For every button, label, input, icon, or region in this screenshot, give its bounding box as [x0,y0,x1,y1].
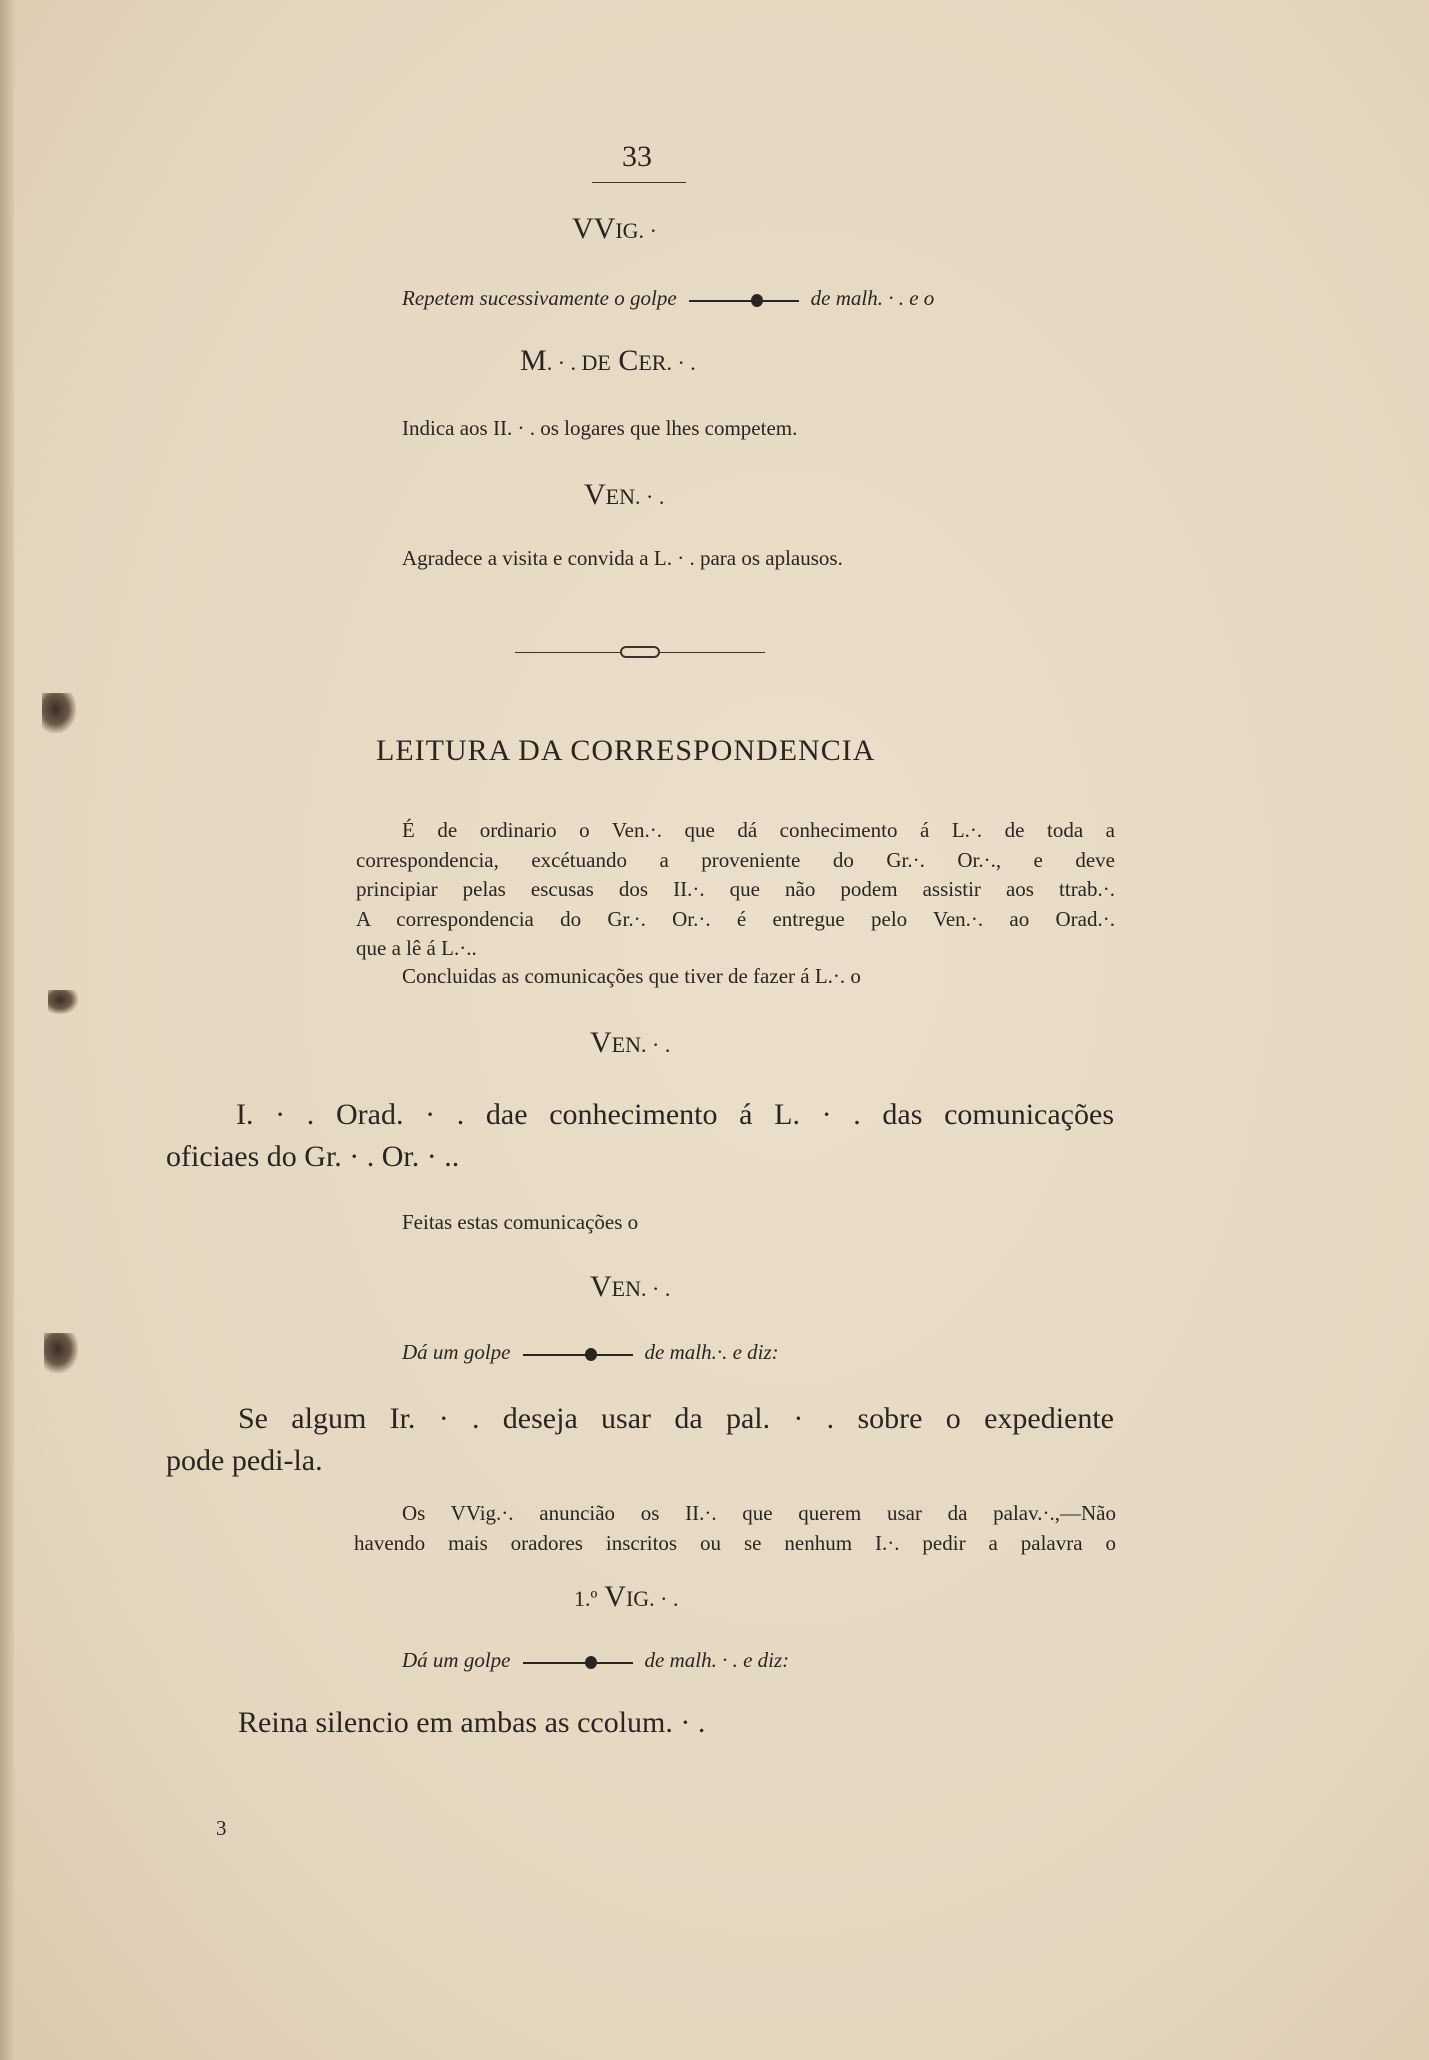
paragraph-concluidas: Concluidas as comunicações que tiver de fazer á L.·. o [402,964,861,988]
speaker-ven: VEN. · . [584,478,665,511]
page-number-rule [592,182,686,183]
gavel-symbol [523,1348,633,1360]
speech-line: I. · . Orad. · . dae conhecimento á L. · . das comunicações [236,1098,1114,1131]
para-line: que a lê á L.·.. [356,936,477,961]
binding-hole [42,693,76,733]
gavel-symbol [523,1656,633,1668]
speaker-m-de-cer: M. · . DE CER. · . [520,344,696,377]
text-feitas: Feitas estas comunicações o [402,1210,639,1234]
paragraph-correspondencia [356,816,1115,964]
speech-silencio: Reina silencio em ambas as ccolum. · . [238,1706,706,1739]
para-line: A correspondencia do Gr.·. Or.·. é entregue pelo Ven.·. ao Orad.·. [356,906,1115,931]
speech-orad [166,1094,1114,1178]
speaker-1-vig: 1.º VIG. · . [574,1580,679,1613]
para-line: principiar pelas escusas dos II.·. que não podem assistir aos ttrab.·. [356,877,1115,902]
stage-direction-repetem: Repetem sucessivamente o golpe de malh. · . e o [402,286,935,310]
para-line: correspondencia, excétuando a proveniente do Gr.·. Or.·., e deve [356,847,1115,872]
paragraph-vvig [354,1498,1116,1558]
gavel-symbol [689,294,799,306]
signature-mark: 3 [216,1816,227,1840]
binding-hole [48,990,78,1014]
speaker-ven: VEN. · . [590,1270,671,1303]
speech-line: pode pedi-la. [166,1444,323,1477]
speech-line: oficiaes do Gr. · . Or. · .. [166,1140,460,1173]
page-number: 33 [622,140,652,173]
section-heading: LEITURA DA CORRESPONDENCIA [376,734,876,767]
speaker-vvig: VVIG. · [572,212,657,245]
para-line: É de ordinario o Ven.·. que dá conhecimento á L.·. de toda a [402,818,1115,842]
stage-direction-golpe: Dá um golpe de malh.·. e diz: [402,1340,779,1364]
para-line: Os VVig.·. anuncião os II.·. que querem usar da palav.·.,—Não [402,1501,1116,1525]
text-agradece: Agradece a visita e convida a L. · . para os aplausos. [402,546,843,570]
speech-expediente [166,1398,1114,1482]
page-spine [0,0,14,2060]
ornament-divider [515,646,765,660]
speaker-ven: VEN. · . [590,1026,671,1059]
text-indica: Indica aos II. · . os logares que lhes competem. [402,416,798,440]
binding-hole [44,1333,78,1373]
para-line: havendo mais oradores inscritos ou se nenhum I.·. pedir a palavra o [354,1531,1116,1555]
speech-line: Se algum Ir. · . deseja usar da pal. · . sobre o expediente [238,1402,1114,1435]
stage-direction-golpe: Dá um golpe de malh. · . e diz: [402,1648,790,1672]
